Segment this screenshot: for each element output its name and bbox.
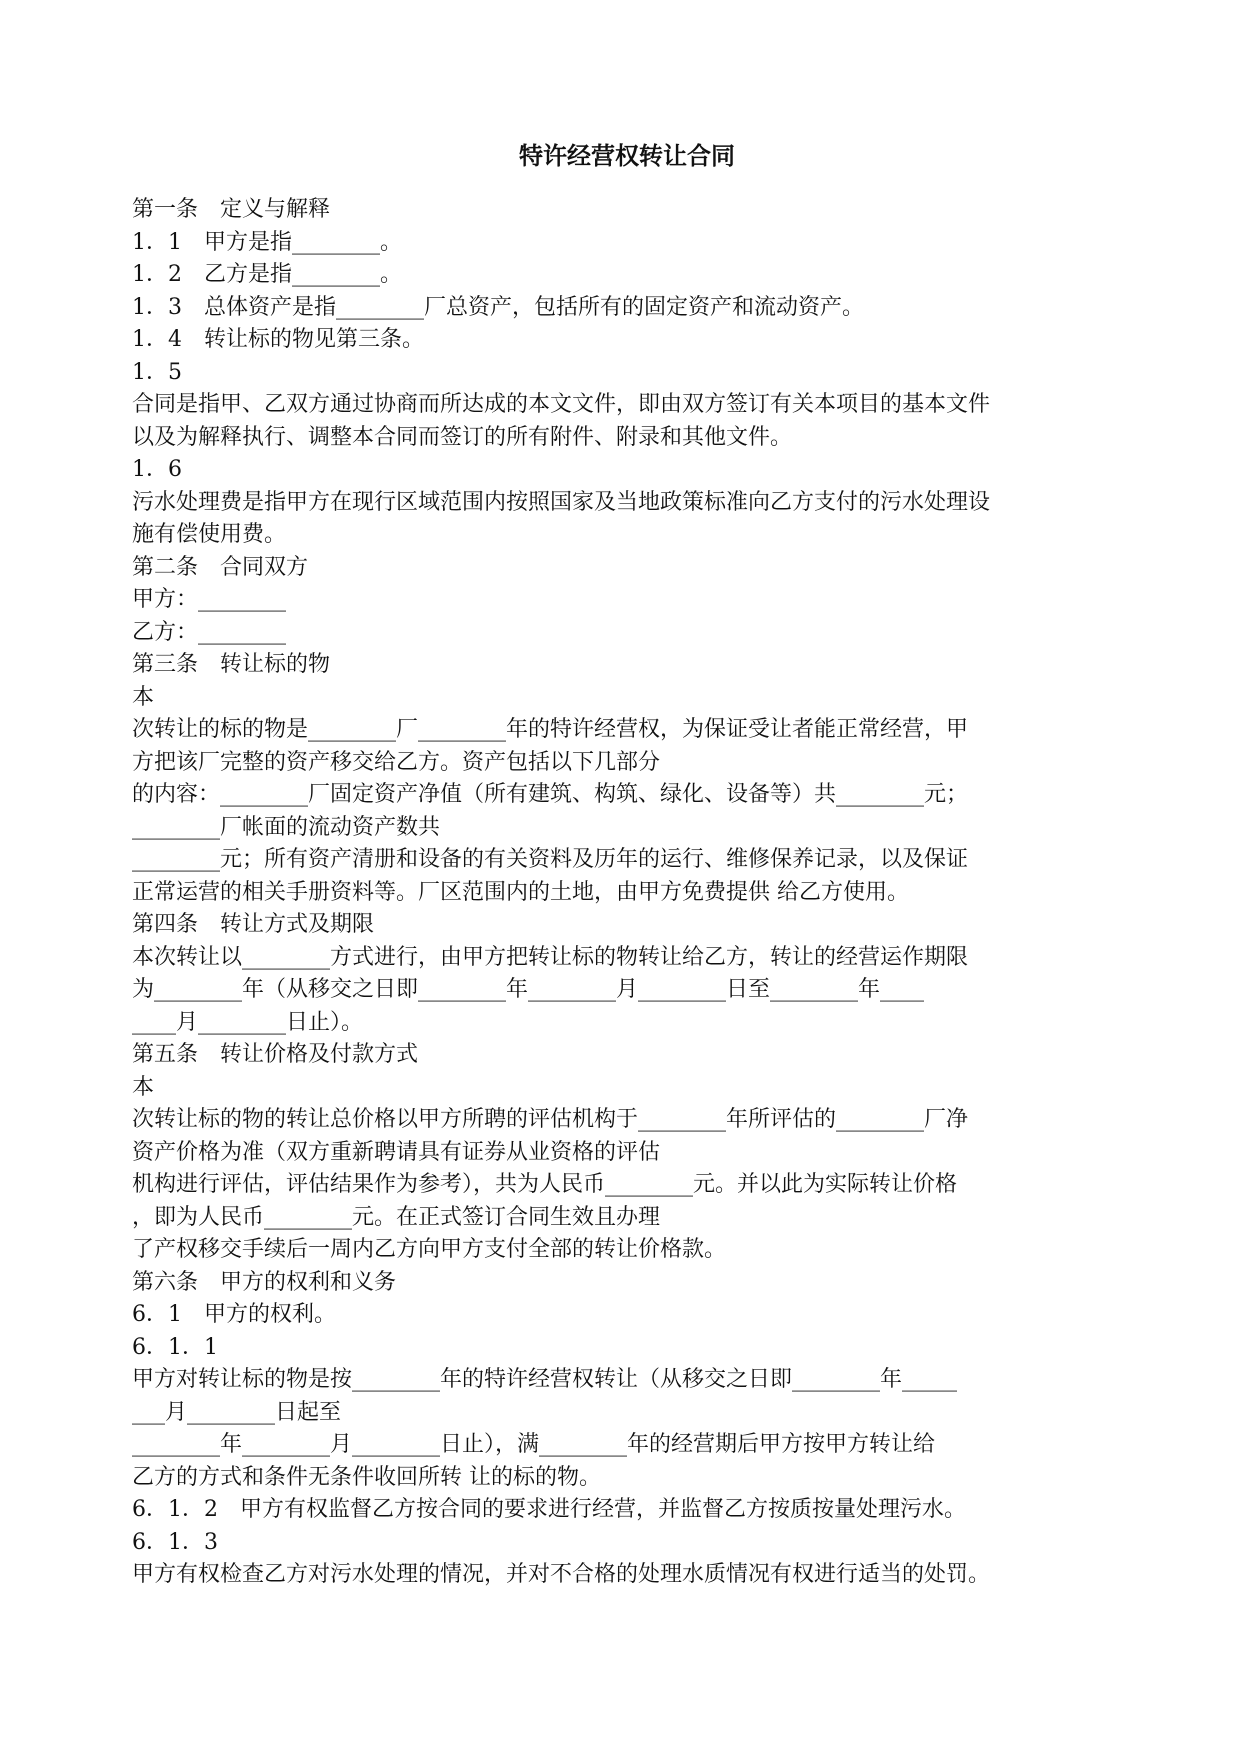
body-line: 第五条 转让价格及付款方式 (132, 1042, 419, 1067)
body-line: 的内容：________厂固定资产净值（所有建筑、构筑、绿化、设备等）共________元； (132, 782, 969, 807)
body-line: ________元；所有资产清册和设备的有关资料及历年的运行、维修保养记录，以及保证 (132, 847, 969, 872)
body-line: 第六条 甲方的权利和义务 (132, 1269, 397, 1295)
body-line: 乙方：________ (132, 619, 287, 645)
body-line: 本次转让以________方式进行，由甲方把转让标的物转让给乙方，转让的经营运作期限 (132, 944, 969, 970)
body-line: 1．3 总体资产是指________厂总资产，包括所有的固定资产和流动资产。 (132, 294, 864, 320)
body-line: 第一条 定义与解释 (132, 197, 331, 222)
body-line: 1．2 乙方是指________。 (132, 262, 402, 287)
body-line: 第四条 转让方式及期限 (132, 912, 375, 937)
body-line: 6．1．3 (132, 1529, 218, 1555)
body-line: 机构进行评估，评估结果作为参考），共为人民币________元。并以此为实际转让价格 (132, 1172, 958, 1197)
body-line: 污水处理费是指甲方在现行区域范围内按照国家及当地政策标准向乙方支付的污水处理设 (132, 489, 991, 515)
body-line: 为________年（从移交之日即________年________月________日至________年____ (132, 977, 925, 1002)
document-page (132, 138, 1112, 1592)
body-line: 资产价格为准（双方重新聘请具有证券从业资格的评估 (132, 1139, 661, 1165)
body-line: 了产权移交手续后一周内乙方向甲方支付全部的转让价格款。 (132, 1237, 727, 1262)
body-line: 1．6 (132, 457, 182, 482)
body-line: 次转让标的物的转让总价格以甲方所聘的评估机构于________年所评估的________厂净 (132, 1107, 969, 1132)
document-body (132, 194, 1112, 1592)
body-line: ___月________日起至 (132, 1399, 342, 1425)
body-line: 施有偿使用费。 (132, 522, 287, 547)
body-line: 6．1．1 (132, 1334, 218, 1360)
body-line: 合同是指甲、乙双方通过协商而所达成的本文文件，即由双方签订有关本项目的基本文件 (132, 392, 991, 417)
body-line: 次转让的标的物是________厂________年的特许经营权，为保证受让者能正常经营，甲 (132, 717, 969, 742)
body-line: 第二条 合同双方 (132, 554, 309, 580)
body-line: 以及为解释执行、调整本合同而签订的所有附件、附录和其他文件。 (132, 424, 793, 450)
body-line: 甲方有权检查乙方对污水处理的情况，并对不合格的处理水质情况有权进行适当的处罚。 (132, 1562, 991, 1587)
body-line: 甲方：________ (132, 587, 287, 612)
body-line: 1．1 甲方是指________。 (132, 229, 402, 255)
body-line: 6．1．2 甲方有权监督乙方按合同的要求进行经营，并监督乙方按质按量处理污水。 (132, 1497, 966, 1522)
document-title: 特许经营权转让合同 (519, 141, 735, 170)
body-line: ，即为人民币________元。在正式签订合同生效且办理 (132, 1204, 661, 1230)
body-line: 本 (132, 1074, 155, 1100)
body-line: 方把该厂完整的资产移交给乙方。资产包括以下几部分 (132, 749, 661, 775)
body-line: 甲方对转让标的物是按________年的特许经营权转让（从移交之日即________年_____ (132, 1367, 958, 1392)
body-line: 乙方的方式和条件无条件收回所转 让的标的物。 (132, 1464, 601, 1490)
body-line: ________年________月________日止），满________年的经营期后甲方按甲方转让给 (132, 1432, 936, 1457)
body-line: ________厂帐面的流动资产数共 (132, 814, 441, 840)
body-line: 正常运营的相关手册资料等。厂区范围内的土地，由甲方免费提供 给乙方使用。 (132, 879, 909, 905)
body-line: 本 (132, 684, 155, 710)
body-line: 1．4 转让标的物见第三条。 (132, 327, 424, 352)
body-line: 1．5 (132, 359, 182, 385)
body-line: 6．1 甲方的权利。 (132, 1302, 336, 1327)
body-line: 第三条 转让标的物 (132, 652, 331, 677)
body-line: ____月________日止）。 (132, 1009, 364, 1035)
